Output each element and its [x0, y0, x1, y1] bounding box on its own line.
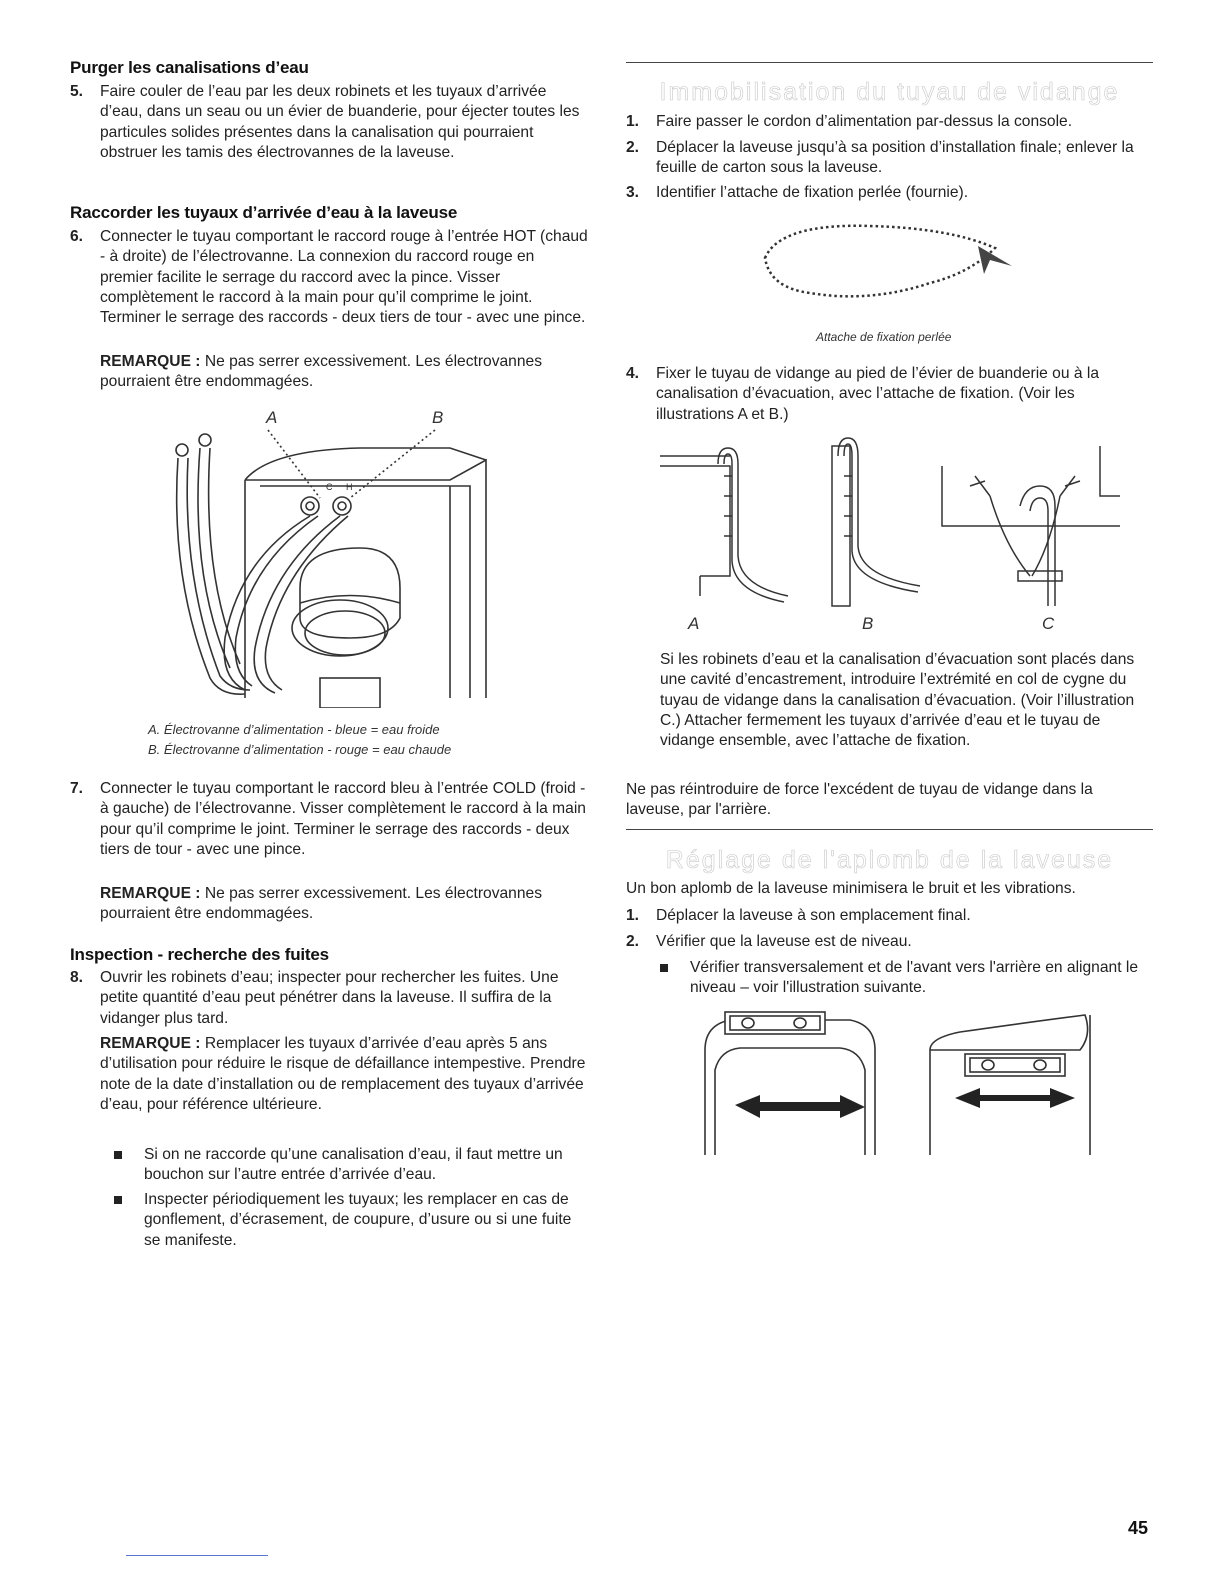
drain-label-a: A	[688, 614, 700, 633]
note-2: REMARQUE : Ne pas serrer excessivement. Les électrovannes pourraient être endommagées.	[100, 885, 542, 923]
note-1: REMARQUE : Ne pas serrer excessivement. Les électrovannes pourraient être endommagées.	[100, 353, 542, 391]
level-bullet: Vérifier transversalement et de l'avant vers l'arrière en alignant le niveau – voir l'illustration suivante.	[660, 958, 1150, 999]
bullet-1: Si on ne raccorde qu’une canalisation d’eau, il faut mettre un bouchon sur l’autre entrée d’arrivée d’eau.	[114, 1145, 590, 1186]
caption-a: A. Électrovanne d’alimentation - bleue = eau froide	[148, 722, 440, 737]
c-mark: C	[326, 482, 333, 492]
drain-step-2: 2. Déplacer la laveuse jusqu’à sa position d’installation finale; enlever la feuille de carton sous la laveuse.	[626, 139, 1134, 177]
step-8: 8. Ouvrir les robinets d’eau; inspecter pour rechercher les fuites. Une petite quantité d’eau peut pénétrer dans la laveuse. Il suffira de la vidanger plus tard.	[70, 969, 559, 1027]
level-step-1: 1. Déplacer la laveuse à son emplacement final.	[626, 907, 971, 924]
section-title-drain: Immobilisation du tuyau de vidange	[659, 78, 1120, 106]
drain-label-c: C	[1042, 614, 1055, 633]
step-5: 5. Faire couler de l’eau par les deux robinets et les tuyaux d’arrivée d’eau, dans un seau ou un évier de buanderie, pour éjecter toutes les particules solides présentes dans la canalisation qui pourraient obstruer les tamis des électrovannes de la laveuse.	[70, 83, 580, 161]
paragraph-recess: Si les robinets d’eau et la canalisation d’évacuation sont placés dans une cavité d’encastrement, introduire l’extrémité en col de cygne du tuyau de vidange dans la canalisation d’évacuation. (Voir l’illustration C.) Attacher fermement les tuyaux d’arrivée d’eau et le tuyau de vidange ensemble, avec l’attache de fixation.	[660, 651, 1135, 750]
drain-hose-illustrations	[660, 436, 1120, 611]
section-title-level: Réglage de l'aplomb de la laveuse	[665, 846, 1114, 874]
level-illustrations	[700, 1010, 1100, 1155]
heading-purge: Purger les canalisations d’eau	[70, 58, 309, 77]
section-rule-1	[626, 62, 1153, 63]
washer-hose-illustration	[150, 428, 500, 708]
page-number: 45	[1128, 1518, 1149, 1538]
level-intro: Un bon aplomb de la laveuse minimisera le bruit et les vibrations.	[626, 880, 1076, 897]
drain-label-b: B	[862, 614, 874, 633]
drain-step-4: 4. Fixer le tuyau de vidange au pied de l’évier de buanderie ou à la canalisation d’évacuation, avec l’attache de fixation. (Voir les illustrations A et B.)	[626, 365, 1099, 423]
step-7: 7. Connecter le tuyau comportant le raccord bleu à l’entrée COLD (froid - à gauche) de l’électrovanne. Visser complètement le raccord à la main pour qu’il comprime le joint. Terminer le serrage des raccords - deux tiers de tour - avec une pince.	[70, 780, 586, 858]
heading-connect: Raccorder les tuyaux d’arrivée d’eau à la laveuse	[70, 203, 458, 222]
level-step-2: 2. Vérifier que la laveuse est de niveau.	[626, 933, 912, 950]
drain-step-1: 1. Faire passer le cordon d’alimentation par-dessus la console.	[626, 113, 1073, 130]
fig-label-a: A	[266, 408, 278, 427]
beaded-strap-illustration	[750, 218, 1020, 318]
strap-caption: Attache de fixation perlée	[816, 330, 952, 344]
footer-rule	[126, 1555, 268, 1556]
paragraph-excess-hose: Ne pas réintroduire de force l'excédent de tuyau de vidange dans la laveuse, par l'arrière.	[626, 781, 1093, 819]
bullet-2: Inspecter périodiquement les tuyaux; les remplacer en cas de gonflement, d’écrasement, de coupure, d’usure ou si une fuite se manifeste.	[114, 1190, 590, 1251]
note-3: REMARQUE : Remplacer les tuyaux d’arrivée d’eau après 5 ans d’utilisation pour réduire le risque de défaillance intempestive. Prendre note de la date d’installation ou de remplacement des tuyaux d’arrivée d’eau, pour référence ultérieure.	[100, 1035, 586, 1113]
fig-label-b: B	[432, 408, 444, 427]
h-mark: H	[346, 482, 353, 492]
heading-inspection: Inspection - recherche des fuites	[70, 945, 329, 964]
caption-b: B. Électrovanne d’alimentation - rouge = eau chaude	[148, 742, 452, 757]
step-6: 6. Connecter le tuyau comportant le raccord rouge à l’entrée HOT (chaud - à droite) de l’électrovanne. La connexion du raccord rouge en premier facilite le serrage du raccord avec la pince. Visser complètement le raccord à la main pour qu’il comprime le joint. Terminer le serrage des raccords - deux tiers de tour - avec une pince.	[70, 228, 588, 327]
section-rule-2	[626, 829, 1153, 830]
drain-step-3: 3. Identifier l’attache de fixation perlée (fournie).	[626, 184, 969, 201]
